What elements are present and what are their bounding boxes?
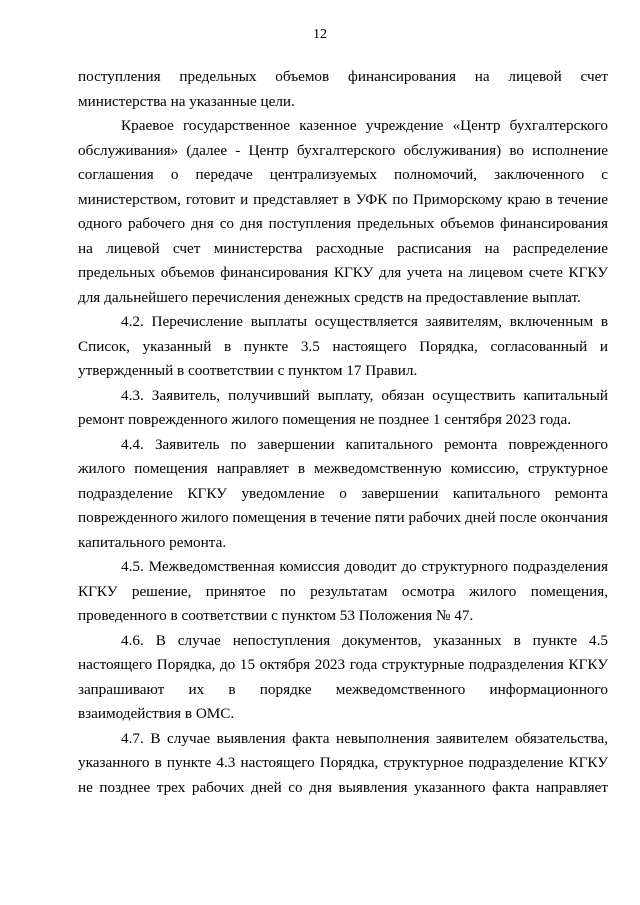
paragraph-4-6: 4.6. В случае непоступления документов, указанных в пункте 4.5 настоящего Порядка, до 15 октября 2023 года структурные подразделения КГКУ запрашивают их в порядке межведомственного информационного взаимодействия в ОМС. — [78, 631, 608, 722]
paragraph-kgku-center: Краевое государственное казенное учреждение «Центр бухгалтерского обслуживания» (далее - Центр бухгалтерского обслуживания) во исполнение соглашения о передаче централизуемых полномочий, заключенного с министерством, готовит и представляет в УФК по Приморскому краю в течение одного рабочего дня со дня поступления предельных объемов финансирования на лицевой счет министерства расходные расписания на распределение предельных объемов финансирования КГКУ для учета на лицевом счете КГКУ для дальнейшего перечисления денежных средств на предоставление выплат. — [78, 117, 608, 306]
paragraph-4-3: 4.3. Заявитель, получивший выплату, обязан осуществить капитальный ремонт поврежденного жилого помещения не позднее 1 сентября 2023 года. — [78, 386, 608, 428]
document-body — [78, 65, 608, 800]
page-number: 12 — [313, 27, 327, 42]
paragraph-4-7: 4.7. В случае выявления факта невыполнения заявителем обязательства, указанного в пункте 4.3 настоящего Порядка, структурное подразделение КГКУ не позднее трех рабочих дней со дня выявления указанного факта направляет — [78, 729, 608, 796]
paragraph-4-5: 4.5. Межведомственная комиссия доводит до структурного подразделения КГКУ решение, принятое по результатам осмотра жилого помещения, проведенного в соответствии с пунктом 53 Положения № 47. — [78, 558, 608, 624]
paragraph-4-2: 4.2. Перечисление выплаты осуществляется заявителям, включенным в Список, указанный в пункте 3.5 настоящего Порядка, согласованный и утвержденный в соответствии с пунктом 17 Правил. — [78, 313, 608, 379]
paragraph-4-4: 4.4. Заявитель по завершении капитального ремонта поврежденного жилого помещения направляет в межведомственную комиссию, структурное подразделение КГКУ уведомление о завершении капитального ремонта поврежденного жилого помещения в течение пяти рабочих дней после окончания капитального ремонта. — [78, 435, 608, 551]
paragraph-continuation: поступления предельных объемов финансирования на лицевой счет министерства на указанные цели. — [78, 68, 608, 110]
